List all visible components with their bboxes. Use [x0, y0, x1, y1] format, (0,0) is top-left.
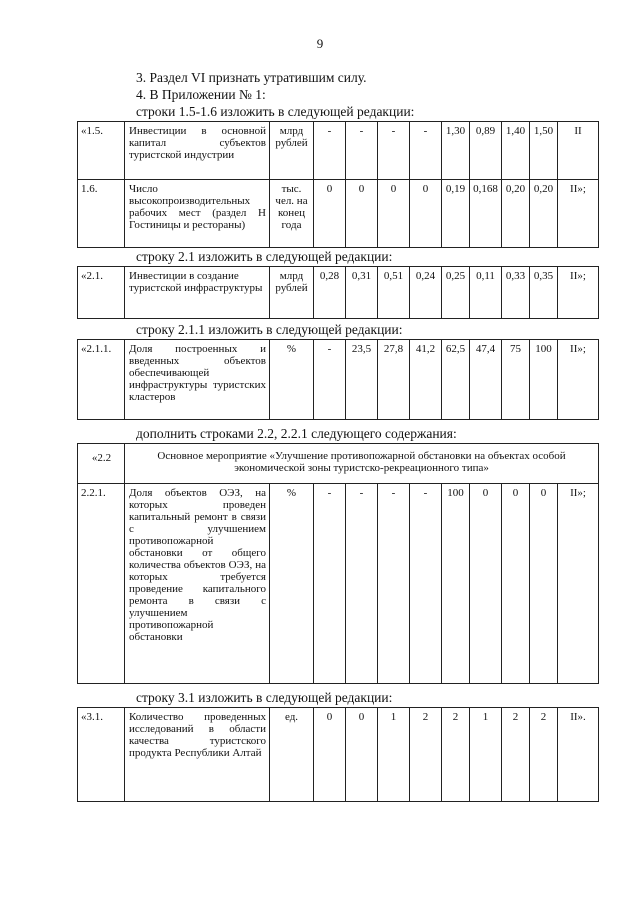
unit-cell: ед. — [270, 708, 314, 802]
value-cell: 27,8 — [378, 340, 410, 420]
row-number: 2.2.1. — [78, 484, 125, 684]
value-cell: 0,25 — [442, 267, 470, 319]
table-row — [78, 444, 599, 484]
value-cell: - — [314, 340, 346, 420]
value-cell: 1 — [470, 708, 502, 802]
paragraph-add-rows-2-2: дополнить строками 2.2, 2.2.1 следующего содержания: — [136, 426, 457, 441]
indicator-name: Доля объектов ОЭЗ, на которых проведен капитальный ремонт в связи с улучшением противопожарной обстановки от общего количества объектов ОЭЗ, на которых требуется проведение капитального ремонта в связи с улучшением противопожарной обстановки — [125, 484, 270, 684]
table-row — [78, 484, 599, 684]
value-cell: 1 — [378, 708, 410, 802]
value-cell: 41,2 — [410, 340, 442, 420]
table-row-3-1 — [77, 707, 599, 802]
table-row — [78, 267, 599, 319]
paragraph-appendix-1: 4. В Приложении № 1: — [136, 87, 266, 102]
table-rows-1-5-1-6 — [77, 121, 599, 248]
value-cell: - — [378, 484, 410, 684]
value-cell: 0 — [470, 484, 502, 684]
mark-cell: II»; — [558, 340, 599, 420]
indicator-name: Инвестиции в создание туристской инфраструктуры — [125, 267, 270, 319]
value-cell: 0 — [346, 180, 378, 248]
value-cell: 1,50 — [530, 122, 558, 180]
paragraph-rows-1-5-1-6: строки 1.5-1.6 изложить в следующей редакции: — [136, 104, 415, 119]
value-cell: 0,33 — [502, 267, 530, 319]
value-cell: 1,40 — [502, 122, 530, 180]
value-cell: 0,19 — [442, 180, 470, 248]
value-cell: 0 — [314, 708, 346, 802]
row-number: «1.5. — [78, 122, 125, 180]
value-cell: 2 — [502, 708, 530, 802]
value-cell: 2 — [442, 708, 470, 802]
row-number: «3.1. — [78, 708, 125, 802]
unit-cell: % — [270, 484, 314, 684]
table-rows-2-2-2-2-1 — [77, 443, 599, 684]
value-cell: 0,20 — [530, 180, 558, 248]
indicator-name: Инвестиции в основной капитал субъектов туристской индустрии — [125, 122, 270, 180]
row-number: 1.6. — [78, 180, 125, 248]
main-activity-title: Основное мероприятие «Улучшение противопожарной обстановки на объектах особой экономической зоны туристско-рекреационного типа» — [125, 444, 599, 484]
unit-cell: тыс. чел. на конец года — [270, 180, 314, 248]
value-cell: 0 — [530, 484, 558, 684]
mark-cell: II — [558, 122, 599, 180]
value-cell: - — [346, 484, 378, 684]
mark-cell: II»; — [558, 180, 599, 248]
paragraph-section-vi: 3. Раздел VI признать утратившим силу. — [136, 70, 367, 85]
value-cell: 75 — [502, 340, 530, 420]
value-cell: 0,11 — [470, 267, 502, 319]
table-row-2-1 — [77, 266, 599, 319]
value-cell: 0,28 — [314, 267, 346, 319]
value-cell: - — [314, 122, 346, 180]
mark-cell: II»; — [558, 267, 599, 319]
row-number: «2.1.1. — [78, 340, 125, 420]
value-cell: 0 — [410, 180, 442, 248]
value-cell: - — [314, 484, 346, 684]
value-cell: 62,5 — [442, 340, 470, 420]
row-number: «2.1. — [78, 267, 125, 319]
value-cell: 23,5 — [346, 340, 378, 420]
unit-cell: млрд рублей — [270, 267, 314, 319]
value-cell: 0 — [314, 180, 346, 248]
table-row — [78, 180, 599, 248]
table-row — [78, 708, 599, 802]
indicator-name: Число высокопроизводительных рабочих мест (раздел Н Гостиницы и рестораны) — [125, 180, 270, 248]
value-cell: 1,30 — [442, 122, 470, 180]
value-cell: 100 — [530, 340, 558, 420]
table-row — [78, 340, 599, 420]
value-cell: 0 — [378, 180, 410, 248]
value-cell: - — [410, 484, 442, 684]
table-row-2-1-1 — [77, 339, 599, 420]
value-cell: - — [378, 122, 410, 180]
paragraph-row-2-1: строку 2.1 изложить в следующей редакции: — [136, 249, 393, 264]
value-cell: 2 — [410, 708, 442, 802]
value-cell: 0,89 — [470, 122, 502, 180]
value-cell: 2 — [530, 708, 558, 802]
value-cell: 0,168 — [470, 180, 502, 248]
value-cell: 0 — [502, 484, 530, 684]
value-cell: 0 — [346, 708, 378, 802]
value-cell: 0,51 — [378, 267, 410, 319]
indicator-name: Количество проведенных исследований в области качества туристского продукта Республики Алтай — [125, 708, 270, 802]
value-cell: 100 — [442, 484, 470, 684]
row-number: «2.2 — [78, 444, 125, 484]
indicator-name: Доля построенных и введенных объектов обеспечивающей инфраструктуры туристских кластеров — [125, 340, 270, 420]
unit-cell: % — [270, 340, 314, 420]
paragraph-row-2-1-1: строку 2.1.1 изложить в следующей редакции: — [136, 322, 403, 337]
table-row — [78, 122, 599, 180]
value-cell: 47,4 — [470, 340, 502, 420]
mark-cell: II»; — [558, 484, 599, 684]
unit-cell: млрд рублей — [270, 122, 314, 180]
page-number: 9 — [316, 36, 324, 51]
value-cell: 0,24 — [410, 267, 442, 319]
value-cell: 0,31 — [346, 267, 378, 319]
paragraph-row-3-1: строку 3.1 изложить в следующей редакции: — [136, 690, 393, 705]
value-cell: - — [346, 122, 378, 180]
value-cell: - — [410, 122, 442, 180]
value-cell: 0,20 — [502, 180, 530, 248]
value-cell: 0,35 — [530, 267, 558, 319]
mark-cell: II». — [558, 708, 599, 802]
